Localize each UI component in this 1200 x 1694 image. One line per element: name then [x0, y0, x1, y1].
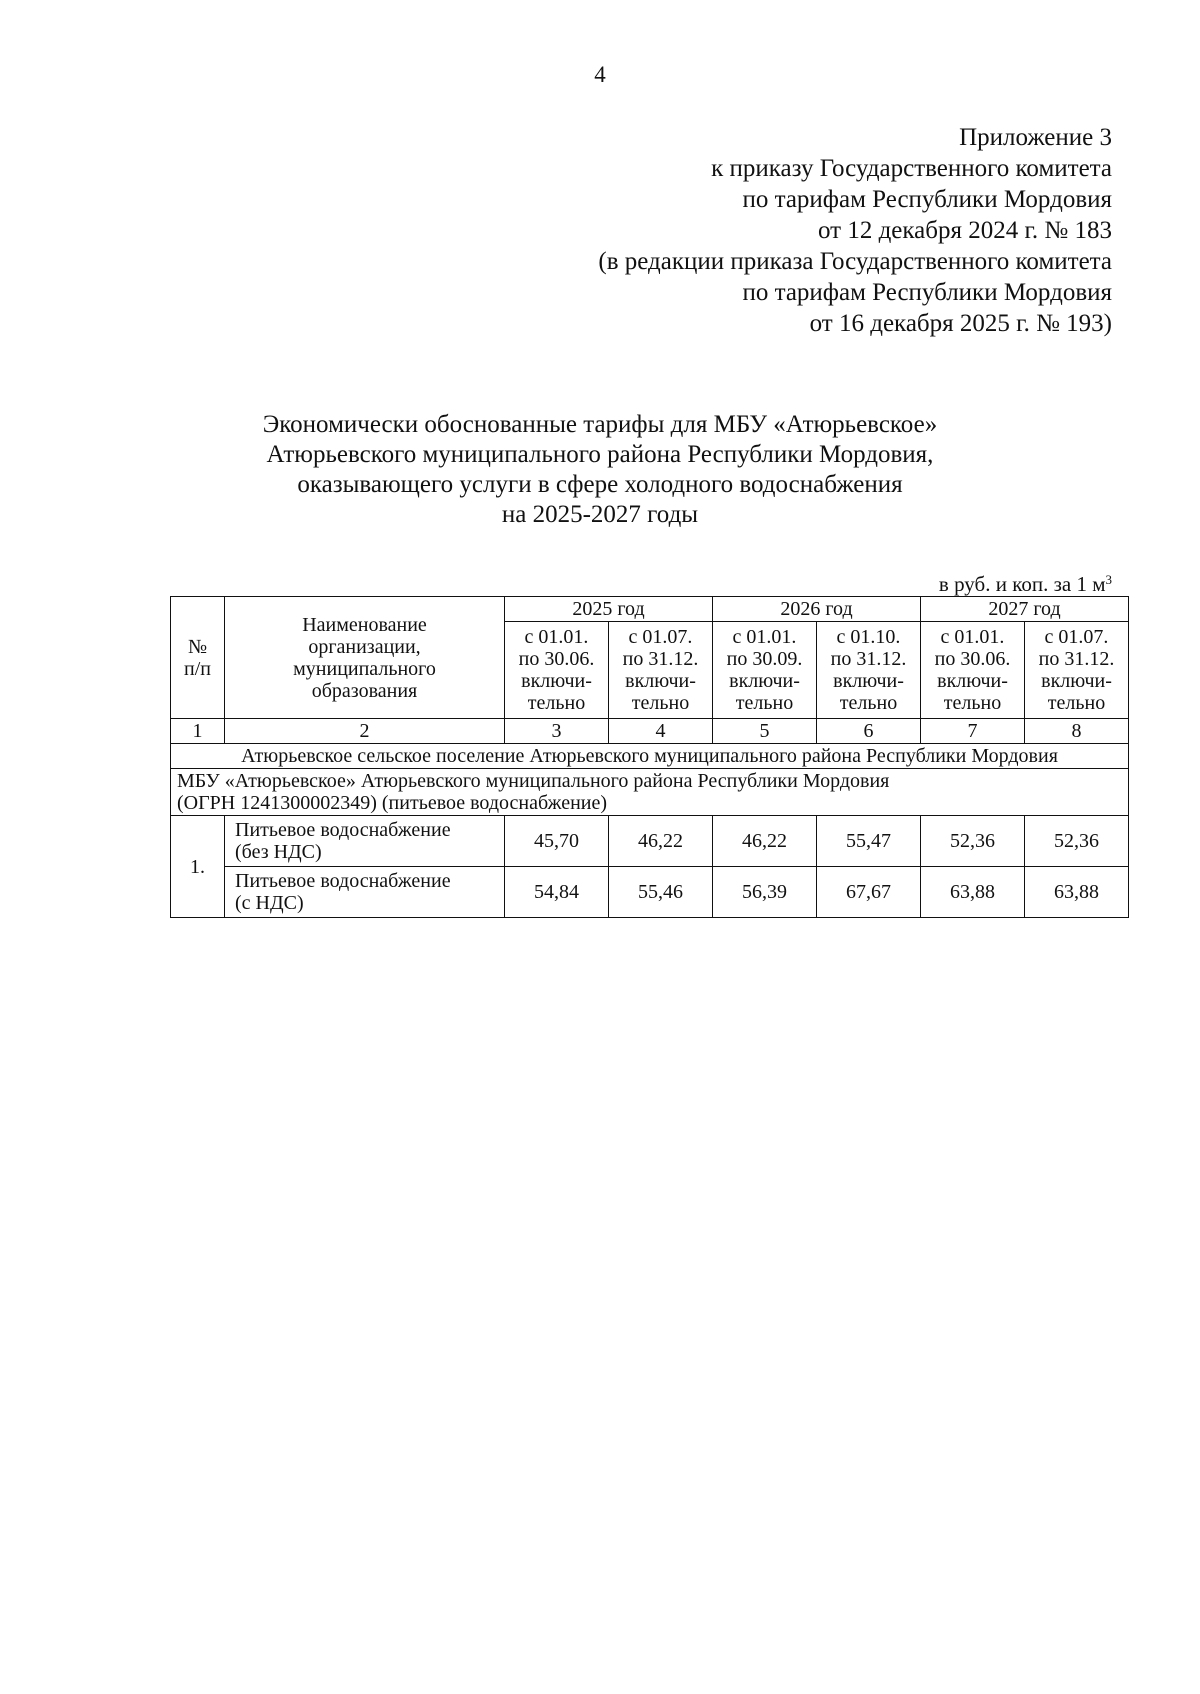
header-period: с 01.10. по 31.12. включи- тельно — [817, 622, 921, 719]
units-text: в руб. и коп. за 1 м — [938, 572, 1106, 596]
column-number: 5 — [713, 719, 817, 744]
document-title — [0, 410, 1200, 530]
column-number: 4 — [609, 719, 713, 744]
organization-line: (ОГРН 1241300002349) (питьевое водоснабжение) — [177, 792, 608, 814]
title-line: оказывающего услуги в сфере холодного водоснабжения — [297, 471, 903, 498]
page-number: 4 — [594, 62, 606, 87]
row-number: 1. — [171, 816, 225, 918]
header-period: с 01.01. по 30.09. включи- тельно — [713, 622, 817, 719]
tariff-value: 56,39 — [713, 867, 817, 918]
annex-line: к приказу Государственного комитета — [711, 155, 1112, 182]
annex-line: (в редакции приказа Государственного комитета — [598, 248, 1112, 275]
tariff-value: 67,67 — [817, 867, 921, 918]
header-period: с 01.01. по 30.06. включи- тельно — [921, 622, 1025, 719]
column-number: 6 — [817, 719, 921, 744]
header-period: с 01.07. по 31.12. включи- тельно — [1025, 622, 1129, 719]
column-number: 1 — [171, 719, 225, 744]
tariff-value: 45,70 — [505, 816, 609, 867]
organization-row — [171, 769, 1129, 816]
title-line: Экономически обоснованные тарифы для МБУ «Атюрьевское» — [262, 411, 938, 438]
annex-line: по тарифам Республики Мордовия — [742, 186, 1112, 213]
tariff-value: 55,47 — [817, 816, 921, 867]
annex-line: от 16 декабря 2025 г. № 193) — [809, 310, 1112, 337]
title-line: Атюрьевского муниципального района Республики Мордовия, — [266, 441, 934, 468]
header-row-number: № п/п — [171, 597, 225, 719]
units-note — [939, 572, 1112, 596]
annex-line: Приложение 3 — [959, 124, 1112, 151]
tariff-value: 54,84 — [505, 867, 609, 918]
column-number: 3 — [505, 719, 609, 744]
tariff-value: 46,22 — [713, 816, 817, 867]
header-year: 2025 год — [505, 597, 713, 622]
tariff-value: 63,88 — [921, 867, 1025, 918]
tariff-value: 52,36 — [921, 816, 1025, 867]
service-name: Питьевое водоснабжение (с НДС) — [225, 867, 505, 918]
header-period: с 01.07. по 31.12. включи- тельно — [609, 622, 713, 719]
title-line: на 2025-2027 годы — [501, 501, 699, 528]
annex-line: от 12 декабря 2024 г. № 183 — [817, 217, 1112, 244]
service-name: Питьевое водоснабжение (без НДС) — [225, 816, 505, 867]
annex-reference — [598, 122, 1112, 339]
tariff-value: 52,36 — [1025, 816, 1129, 867]
section-title: Атюрьевское сельское поселение Атюрьевского муниципального района Республики Мордовия — [171, 744, 1129, 769]
tariff-value: 55,46 — [609, 867, 713, 918]
column-number: 8 — [1025, 719, 1129, 744]
header-year: 2026 год — [713, 597, 921, 622]
tariff-table — [170, 596, 1129, 918]
header-period: с 01.01. по 30.06. включи- тельно — [505, 622, 609, 719]
table-row — [171, 816, 1129, 867]
column-number: 7 — [921, 719, 1025, 744]
header-year: 2027 год — [921, 597, 1129, 622]
annex-line: по тарифам Республики Мордовия — [742, 279, 1112, 306]
header-organization-name: Наименование организации, муниципального образования — [225, 597, 505, 719]
tariff-value: 46,22 — [609, 816, 713, 867]
table-row — [171, 867, 1129, 918]
units-superscript: 3 — [1105, 572, 1112, 587]
column-number-row — [171, 719, 1129, 744]
tariff-value: 63,88 — [1025, 867, 1129, 918]
organization-line: МБУ «Атюрьевское» Атюрьевского муниципального района Республики Мордовия — [177, 770, 890, 792]
column-number: 2 — [225, 719, 505, 744]
